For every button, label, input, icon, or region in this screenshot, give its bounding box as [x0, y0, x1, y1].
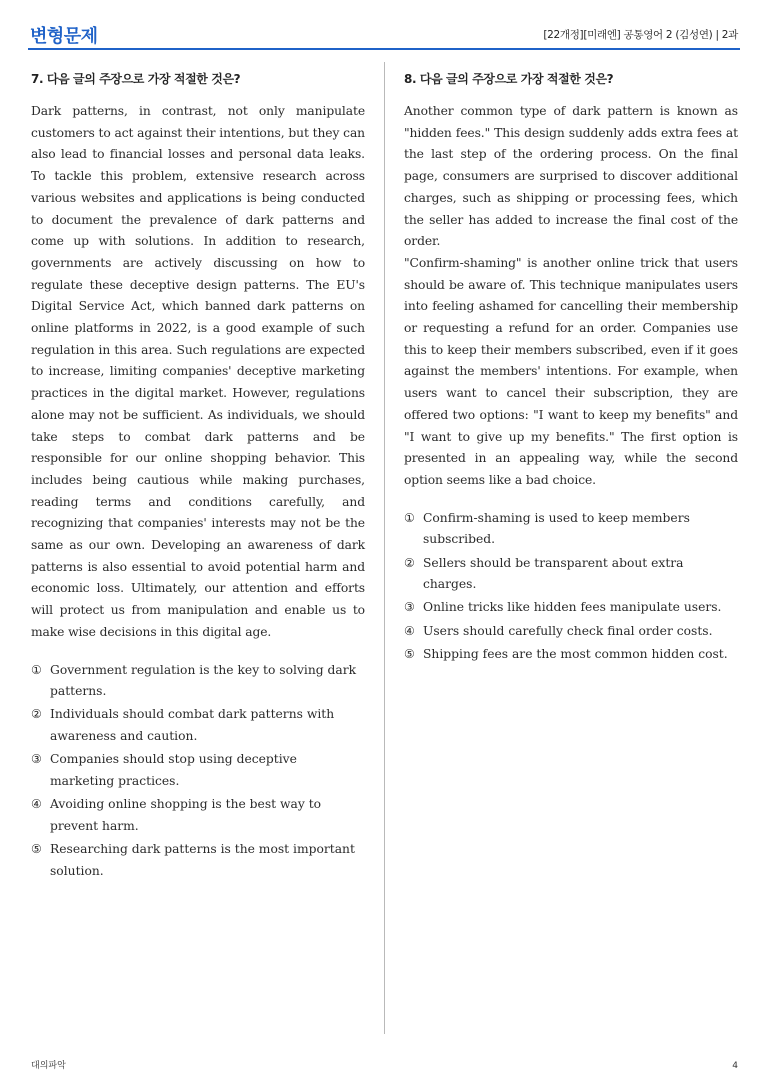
answer-option[interactable]: [404, 553, 738, 596]
header-title: 변형문제: [30, 26, 98, 47]
page-header: [28, 18, 740, 50]
option-text: Avoiding online shopping is the best way to prevent harm.: [50, 797, 322, 833]
option-number: ①: [31, 662, 42, 677]
footer-section-label: 대의파악: [31, 1061, 66, 1071]
question-8: [404, 70, 738, 667]
question-7: [31, 70, 365, 884]
answer-option[interactable]: [31, 704, 365, 747]
answer-option[interactable]: [31, 660, 365, 703]
option-number: ②: [404, 555, 415, 570]
option-number: ④: [404, 623, 415, 638]
passage: Dark patterns, in contrast, not only manipulate customers to act against their intentions, but they can also lead to financial losses and personal data leaks. To tackle this problem, extensive research across various websites and applications is being conducted to document the prevalence of dark patterns and come up with solutions. In addition to research, governments are actively discussing on how to regulate these deceptive design patterns. The EU's Digital Service Act, which banned dark patterns on online platforms in 2022, is a good example of such regulation in this area. Such regulations are expected to increase, limiting companies' deceptive marketing practices in the digital market. However, regulations alone may not be sufficient. As individuals, we should take steps to combat dark patterns and be responsible for our online shopping behavior. This includes being cautious while making purchases, reading terms and conditions carefully, and recognizing that companies' interests may not be the same as our own. Developing an awareness of dark patterns is also essential to avoid potential harm and economic loss. Ultimately, our attention and efforts will protect us from manipulation and enable us to make wise decisions in this digital age.: [31, 104, 365, 639]
answer-options: [404, 508, 738, 666]
option-text: Government regulation is the key to solving dark patterns.: [50, 662, 357, 699]
option-number: ③: [31, 752, 42, 767]
option-number: ③: [404, 600, 415, 615]
option-number: ④: [31, 797, 42, 812]
answer-option[interactable]: [31, 749, 365, 792]
option-text: Individuals should combat dark patterns with awareness and caution.: [50, 707, 335, 744]
page-number: 4: [732, 1061, 738, 1071]
option-number: ①: [404, 510, 415, 525]
question-title: 7. 다음 글의 주장으로 가장 적절한 것은?: [31, 72, 241, 86]
option-number: ⑤: [404, 646, 415, 661]
answer-option[interactable]: [404, 621, 738, 643]
passage-paragraph-1: Another common type of dark pattern is known as "hidden fees." This design suddenly adds extra fees at the last step of the ordering process. On the final page, consumers are surprised to discover additional charges, such as shipping or processing fees, which the seller has added to increase the final cost of the order.: [404, 104, 738, 249]
option-text: Users should carefully check final order costs.: [423, 623, 713, 638]
option-text: Companies should stop using deceptive marketing practices.: [50, 752, 297, 789]
question-title: 8. 다음 글의 주장으로 가장 적절한 것은?: [404, 72, 614, 86]
answer-option[interactable]: [404, 644, 738, 666]
option-text: Sellers should be transparent about extra charges.: [423, 555, 684, 592]
answer-options: [31, 660, 365, 883]
passage-paragraph-2: "Confirm-shaming" is another online trick that users should be aware of. This technique manipulates users into feeling ashamed for cancelling their membership or requesting a refund for an order. Companies use this to keep their members subscribed, even if it goes against the members' intentions. For example, when users want to cancel their subscription, they are offered two options: "I want to keep my benefits" and "I want to give up my benefits." The first option is presented in an appealing way, while the second option seems like a bad choice.: [404, 255, 738, 487]
option-number: ②: [31, 707, 42, 722]
answer-option[interactable]: [404, 508, 738, 551]
option-text: Shipping fees are the most common hidden cost.: [423, 646, 728, 661]
option-text: Researching dark patterns is the most important solution.: [50, 842, 355, 878]
option-number: ⑤: [31, 842, 42, 857]
option-text: Confirm-shaming is used to keep members subscribed.: [423, 510, 690, 547]
header-course-info: [22개정][미래엔] 공통영어 2 (김성연) | 2과: [543, 29, 738, 41]
option-text: Online tricks like hidden fees manipulate users.: [423, 600, 722, 615]
column-divider: [384, 62, 385, 1034]
header-rule: [28, 48, 740, 50]
answer-option[interactable]: [404, 597, 738, 619]
answer-option[interactable]: [31, 839, 365, 882]
answer-option[interactable]: [31, 794, 365, 837]
